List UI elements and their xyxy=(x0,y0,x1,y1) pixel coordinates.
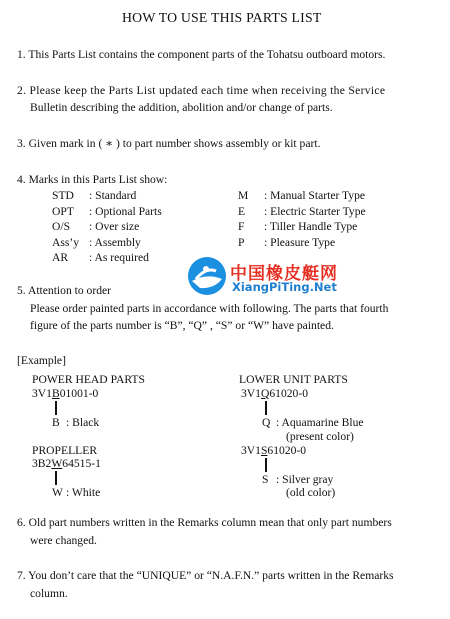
lowerunit-note: (present color) xyxy=(286,430,354,443)
silver-pointer xyxy=(265,458,267,472)
lowerunit-mark: Q xyxy=(262,416,271,429)
item-6-line-1: 6. Old part numbers written in the Remarks column mean that only part numbers xyxy=(17,516,392,529)
mark-desc-assy: : Assembly xyxy=(89,236,141,249)
boat-logo-icon xyxy=(186,255,228,297)
mark-code-e: E xyxy=(238,205,246,218)
mark-code-f: F xyxy=(238,220,245,233)
propeller-color: : White xyxy=(66,486,101,499)
propeller-part-number: 3B2W64515-1 xyxy=(32,457,101,470)
propeller-title: PROPELLER xyxy=(32,444,98,457)
watermark-en: XiangPiTing.Net xyxy=(232,280,337,294)
mark-code-ar: AR xyxy=(52,251,69,264)
powerhead-part-number: 3V1B01001-0 xyxy=(32,387,99,400)
item-2-line-2: Bulletin describing the addition, abolition and/or change of parts. xyxy=(30,101,333,114)
powerhead-title: POWER HEAD PARTS xyxy=(32,373,145,386)
item-7-line-1: 7. You don’t care that the “UNIQUE” or “N.A.F.N.” parts written in the Remarks xyxy=(17,569,394,582)
powerhead-pointer xyxy=(55,401,57,415)
powerhead-color: : Black xyxy=(66,416,100,429)
mark-desc-opt: : Optional Parts xyxy=(89,205,162,218)
item-5: 5. Attention to order xyxy=(17,284,112,297)
mark-code-os: O/S xyxy=(52,220,71,233)
lowerunit-color: : Aquamarine Blue xyxy=(276,416,364,429)
watermark-cn: 中国橡皮艇网 xyxy=(230,264,338,284)
mark-desc-f: : Tiller Handle Type xyxy=(264,220,358,233)
mark-code-std: STD xyxy=(52,189,74,202)
lowerunit-pointer xyxy=(265,401,267,415)
item-6-line-2: were changed. xyxy=(30,534,97,547)
propeller-pointer xyxy=(55,471,57,485)
silver-color: : Silver gray xyxy=(276,473,334,486)
mark-code-opt: OPT xyxy=(52,205,74,218)
silver-mark: S xyxy=(262,473,269,486)
mark-code-assy: Ass’y xyxy=(52,236,80,249)
item-2-line-1: 2. Please keep the Parts List updated each time when receiving the Service xyxy=(17,84,386,97)
lowerunit-part-number: 3V1Q61020-0 xyxy=(241,387,308,400)
mark-code-p: P xyxy=(238,236,245,249)
mark-desc-os: : Over size xyxy=(89,220,140,233)
mark-desc-e: : Electric Starter Type xyxy=(264,205,366,218)
item-5-line-2: figure of the parts number is “B”, “Q” , “S” or “W” have painted. xyxy=(30,319,334,332)
page-title: HOW TO USE THIS PARTS LIST xyxy=(122,10,322,25)
lowerunit-title: LOWER UNIT PARTS xyxy=(239,373,348,386)
mark-desc-m: : Manual Starter Type xyxy=(264,189,366,202)
mark-desc-std: : Standard xyxy=(89,189,137,202)
powerhead-mark: B xyxy=(52,416,60,429)
item-3: 3. Given mark in ( ∗ ) to part number shows assembly or kit part. xyxy=(17,137,321,150)
item-5-line-1: Please order painted parts in accordance with following. The parts that fourth xyxy=(30,302,389,315)
mark-desc-ar: : As required xyxy=(89,251,149,264)
item-1: 1. This Parts List contains the component parts of the Tohatsu outboard motors. xyxy=(17,48,386,61)
silver-part-number: 3V1S61020-0 xyxy=(241,444,307,457)
mark-desc-p: : Pleasure Type xyxy=(264,236,336,249)
mark-code-m: M xyxy=(238,189,249,202)
item-7-line-2: column. xyxy=(30,587,68,600)
watermark-logo xyxy=(186,255,366,299)
example-label: [Example] xyxy=(17,354,66,367)
silver-note: (old color) xyxy=(286,486,336,499)
propeller-mark: W xyxy=(52,486,63,499)
item-4: 4. Marks in this Parts List show: xyxy=(17,173,168,186)
